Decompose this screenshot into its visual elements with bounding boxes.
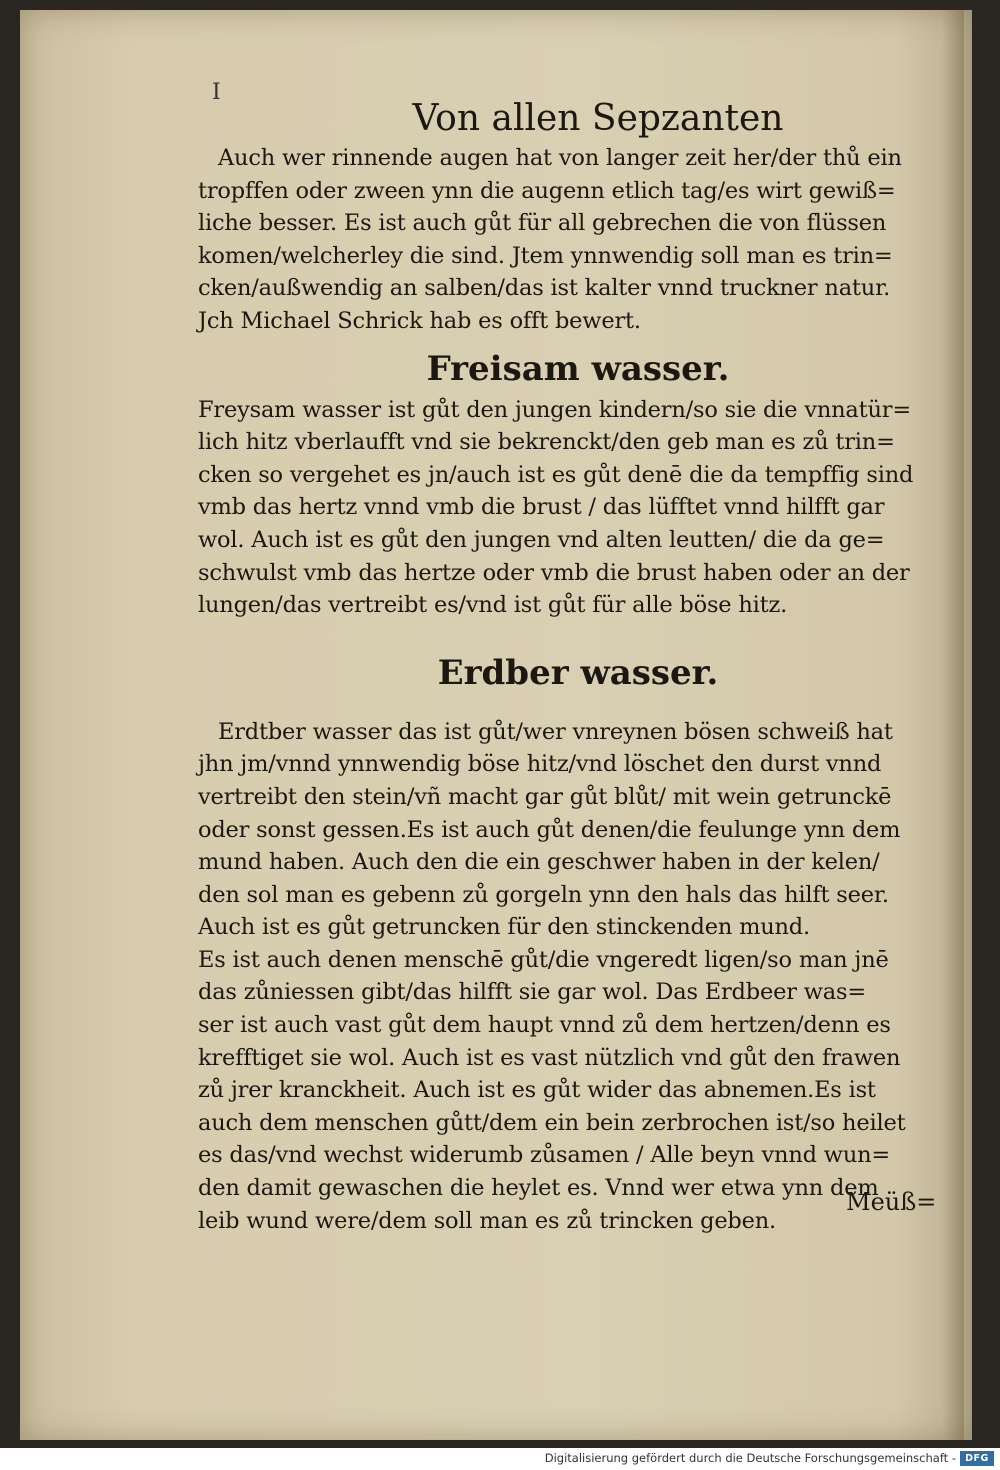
text-line: zů jrer kranckheit. Auch ist es gůt wider das abnemen.Es ist — [198, 1077, 876, 1104]
dfg-logo: DFG — [960, 1451, 994, 1466]
page-text — [198, 96, 958, 1237]
intro-paragraph — [198, 142, 958, 338]
text-line: komen/welcherley die sind. Jtem ynnwendig soll man es trin= — [198, 242, 893, 269]
text-line: lich hitz vberlaufft vnd sie bekrenckt/den geb man es zů trin= — [198, 429, 895, 456]
text-line: cken so vergehet es jn/auch ist es gůt denē die da tempffig sind — [198, 461, 914, 488]
section-heading-freisam: Freisam wasser. — [426, 348, 730, 389]
text-line: schwulst vmb das hertze oder vmb die brust haben oder an der — [198, 559, 910, 586]
text-line: den damit gewaschen die heylet es. Vnnd wer etwa ynn dem — [198, 1175, 879, 1202]
text-line: oder sonst gessen.Es ist auch gůt denen/die feulunge ynn dem — [198, 816, 901, 843]
text-line: vertreibt den stein/vñ macht gar gůt blůt/ mit wein getrunckē — [198, 783, 892, 810]
running-head: Von allen Sepzanten — [412, 98, 784, 139]
catchword: Meüß= — [846, 1188, 937, 1216]
text-line: cken/außwendig an salben/das ist kalter vnnd truckner natur. — [198, 275, 891, 302]
text-line: mund haben. Auch den die ein geschwer haben in der kelen/ — [198, 849, 880, 876]
text-line: auch dem menschen gůtt/dem ein bein zerbrochen ist/so heilet — [198, 1109, 906, 1136]
folio-mark: I — [212, 80, 221, 105]
text-line: tropffen oder zween ynn die augenn etlich tag/es wirt gewiß= — [198, 177, 896, 204]
text-line: leib wund were/dem soll man es zů trincken geben. — [198, 1207, 776, 1234]
text-line: Auch wer rinnende augen hat von langer zeit her/der thů ein — [218, 145, 902, 171]
text-line: Freysam wasser ist gůt den jungen kindern/so sie die vnnatür= — [198, 396, 911, 423]
text-line: krefftiget sie wol. Auch ist es vast nützlich vnd gůt den frawen — [198, 1044, 901, 1071]
text-line: Auch ist es gůt getruncken für den stinckenden mund. — [198, 914, 810, 941]
text-line: den sol man es gebenn zů gorgeln ynn den hals das hilft seer. — [198, 881, 889, 908]
footer-credit: Digitalisierung gefördert durch die Deutsche Forschungsgemeinschaft - — [544, 1451, 956, 1465]
text-line: wol. Auch ist es gůt den jungen vnd alten leutten/ die da ge= — [198, 526, 885, 553]
footer-bar — [0, 1448, 1000, 1470]
text-line: das zůniessen gibt/das hilfft sie gar wol. Das Erdbeer was= — [198, 979, 866, 1006]
text-line: Jch Michael Schrick hab es offt bewert. — [198, 307, 641, 334]
text-line: lungen/das vertreibt es/vnd ist gůt für alle böse hitz. — [198, 592, 788, 619]
text-line: es das/vnd wechst widerumb zůsamen / Alle beyn vnnd wun= — [198, 1142, 891, 1169]
section-heading-erdber: Erdber wasser. — [437, 652, 719, 693]
text-line: Erdtber wasser das ist gůt/wer vnreynen bösen schweiß hat — [218, 718, 893, 745]
text-line: ser ist auch vast gůt dem haupt vnnd zů dem hertzen/denn es — [198, 1012, 891, 1039]
freisam-paragraph — [198, 394, 958, 622]
text-line: Es ist auch denen menschē gůt/die vngeredt ligen/so man jnē — [198, 946, 889, 973]
erdber-paragraph — [198, 716, 958, 1238]
text-line: jhn jm/vnnd ynnwendig böse hitz/vnd löschet den durst vnnd — [198, 751, 882, 778]
text-line: vmb das hertz vnnd vmb die brust / das lüfftet vnnd hilfft gar — [198, 494, 885, 521]
text-line: liche besser. Es ist auch gůt für all gebrechen die von flüssen — [198, 210, 887, 237]
